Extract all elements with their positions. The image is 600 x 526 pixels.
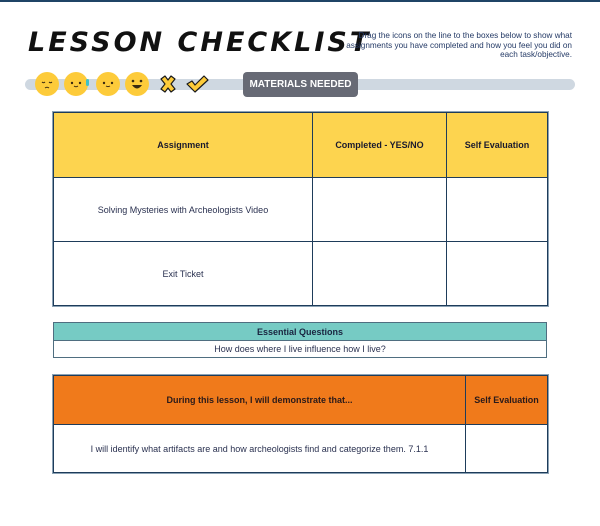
table-header-row xyxy=(54,113,548,178)
happy-face-icon[interactable] xyxy=(125,72,149,96)
sad-face-icon[interactable] xyxy=(35,72,59,96)
top-border xyxy=(0,0,600,2)
column-header-assignment: Assignment xyxy=(54,113,313,178)
column-header-self-evaluation: Self Evaluation xyxy=(447,113,548,178)
essential-questions-header: Essential Questions xyxy=(54,323,547,341)
objective-cell: I will identify what artifacts are and how archeologists find and categorize them. 7.1.1 xyxy=(54,425,466,473)
essential-question-text: How does where I live influence how I live? xyxy=(54,341,547,358)
table-row xyxy=(54,242,548,306)
table-row xyxy=(54,178,548,242)
self-evaluation-drop-box[interactable] xyxy=(447,178,548,242)
assignment-cell: Exit Ticket xyxy=(54,242,313,306)
materials-needed-button[interactable]: MATERIALS NEEDED xyxy=(243,72,358,97)
x-mark-icon[interactable] xyxy=(156,72,180,96)
instructions-text: Drag the icons on the line to the boxes below to show what assignments you have completed and how you feel you did on each task/objective. xyxy=(346,31,572,59)
self-evaluation-drop-box[interactable] xyxy=(466,425,548,473)
checkmark-icon[interactable] xyxy=(184,72,208,96)
sweat-face-icon[interactable] xyxy=(64,72,88,96)
column-header-objective: During this lesson, I will demonstrate that... xyxy=(54,376,466,425)
page-title: LESSON CHECKLIST xyxy=(28,27,372,58)
table-row xyxy=(54,425,548,473)
assignment-cell: Solving Mysteries with Archeologists Video xyxy=(54,178,313,242)
table-header-row xyxy=(54,376,548,425)
objectives-table xyxy=(53,375,548,473)
column-header-self-evaluation: Self Evaluation xyxy=(466,376,548,425)
completed-drop-box[interactable] xyxy=(313,242,447,306)
neutral-face-icon[interactable] xyxy=(96,72,120,96)
completed-drop-box[interactable] xyxy=(313,178,447,242)
essential-questions-table xyxy=(53,322,547,358)
column-header-completed: Completed - YES/NO xyxy=(313,113,447,178)
assignments-table xyxy=(53,112,548,306)
self-evaluation-drop-box[interactable] xyxy=(447,242,548,306)
